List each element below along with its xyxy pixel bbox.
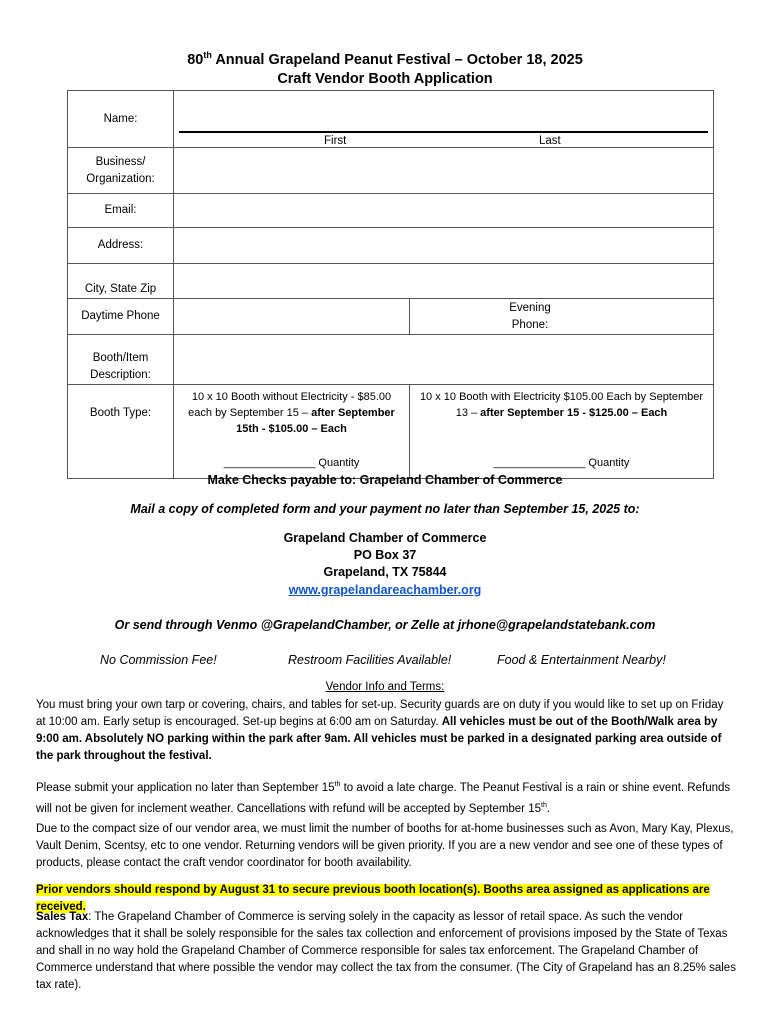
booth-elec-text: 10 x 10 Booth with Electricity $105.00 Each by September 13 – bbox=[419, 391, 704, 419]
email-field[interactable] bbox=[174, 194, 714, 228]
terms-prior-vendors: Prior vendors should respond by August 31 to secure previous booth location(s). Booths area assigned as applications are received. bbox=[36, 884, 710, 913]
perk-no-commission: No Commission Fee! bbox=[100, 653, 217, 667]
last-name-caption: Last bbox=[539, 135, 561, 147]
terms-setup-paragraph: You must bring your own tarp or covering, chairs, and tables for set-up. Security guards are on duty if you would like to set up on Friday at 10:00 am. Early setup is encouraged. Set-up begins at 6:00 am on Saturday. All vehicles must be out of the Booth/Walk area by 9:00 am. Absolutely NO parking within the park after 9am. All vehicles must be parked in a designated parking area outside of the park throughout the festival. bbox=[36, 699, 724, 762]
address-label: Address: bbox=[68, 228, 174, 264]
email-label: Email: bbox=[68, 194, 174, 228]
booth-no-elec-text: 10 x 10 Booth without Electricity - $85.00 each by September 15 – bbox=[188, 391, 392, 419]
first-name-caption: First bbox=[324, 135, 347, 147]
booth-item-label: Booth/Item Description: bbox=[68, 335, 174, 385]
terms-deadline-paragraph: Please submit your application no later than September 15th to avoid a late charge. The Peanut Festival is a rain or shine event. Refunds will not be given for inclement weather. Cancellations with refund will be accepted by September 15th. bbox=[36, 781, 731, 815]
business-label: Business/ Organization: bbox=[68, 148, 174, 194]
booth-type-label: Booth Type: bbox=[68, 385, 174, 479]
business-field[interactable] bbox=[174, 148, 714, 194]
name-label: Name: bbox=[68, 91, 174, 148]
booth-item-field[interactable] bbox=[174, 335, 714, 385]
city-state-zip-label: City, State Zip bbox=[68, 264, 174, 299]
application-form bbox=[67, 90, 714, 479]
terms-sales-tax-paragraph: Sales Tax: The Grapeland Chamber of Commerce is serving solely in the capacity as lessor of retail space. As such the vendor acknowledges that it shall be solely responsible for the sales tax collection and enforcement of provisions imposed by the State of Texas and shall in no way hold the Grapeland Chamber of Commerce responsible for sales tax enforcement. The Grapeland Chamber of Commerce understand that where possible the vendor may collect the tax from the consumer. (The City of Grapeland has an 8.25% sales tax rate). bbox=[36, 911, 736, 991]
daytime-phone-field[interactable] bbox=[174, 299, 410, 335]
terms-vendor-limit-paragraph: Due to the compact size of our vendor area, we must limit the number of booths for at-home businesses such as Avon, Mary Kay, Plexus, Vault Denim, Scentsy, etc to one vendor. Returning vendors will be given priority. If you are a new vendor and see one of these types of products, please contact the craft vendor coordinator for booth availability. bbox=[36, 823, 734, 869]
chamber-website-link[interactable]: www.grapelandareachamber.org bbox=[288, 583, 482, 597]
city-state-zip-field[interactable] bbox=[174, 264, 714, 299]
checks-payable: Make Checks payable to: Grapeland Chamber of Commerce bbox=[207, 473, 563, 487]
page-title: 80th Annual Grapeland Peanut Festival – October 18, 2025 bbox=[187, 50, 583, 68]
booth-elec-quantity[interactable]: _______________ Quantity bbox=[493, 457, 630, 469]
venmo-zelle-info: Or send through Venmo @GrapelandChamber, or Zelle at jrhone@grapelandstatebank.com bbox=[114, 618, 656, 632]
mail-address-line1: Grapeland Chamber of Commerce bbox=[283, 531, 487, 545]
page-subtitle: Craft Vendor Booth Application bbox=[277, 71, 493, 87]
perk-food: Food & Entertainment Nearby! bbox=[497, 653, 666, 667]
address-field[interactable] bbox=[174, 228, 714, 264]
booth-electricity-option[interactable] bbox=[410, 385, 714, 479]
mail-instructions: Mail a copy of completed form and your payment no later than September 15, 2025 to: bbox=[130, 502, 640, 516]
mail-address-line2: PO Box 37 bbox=[353, 548, 417, 562]
mail-address-line3: Grapeland, TX 75844 bbox=[323, 565, 447, 579]
booth-no-elec-late-price: after September 15th - $105.00 – Each bbox=[236, 407, 395, 435]
booth-elec-late-price: after September 15 - $125.00 – Each bbox=[480, 407, 668, 419]
name-field[interactable] bbox=[174, 91, 714, 148]
evening-phone-label: Evening Phone: bbox=[509, 301, 551, 331]
terms-heading: Vendor Info and Terms: bbox=[325, 681, 445, 693]
booth-no-electricity-option[interactable] bbox=[174, 385, 410, 479]
perk-restrooms: Restroom Facilities Available! bbox=[288, 653, 452, 667]
booth-no-elec-quantity[interactable]: _______________ Quantity bbox=[223, 457, 360, 469]
daytime-phone-label: Daytime Phone bbox=[68, 299, 174, 335]
evening-phone-field[interactable] bbox=[410, 299, 714, 335]
